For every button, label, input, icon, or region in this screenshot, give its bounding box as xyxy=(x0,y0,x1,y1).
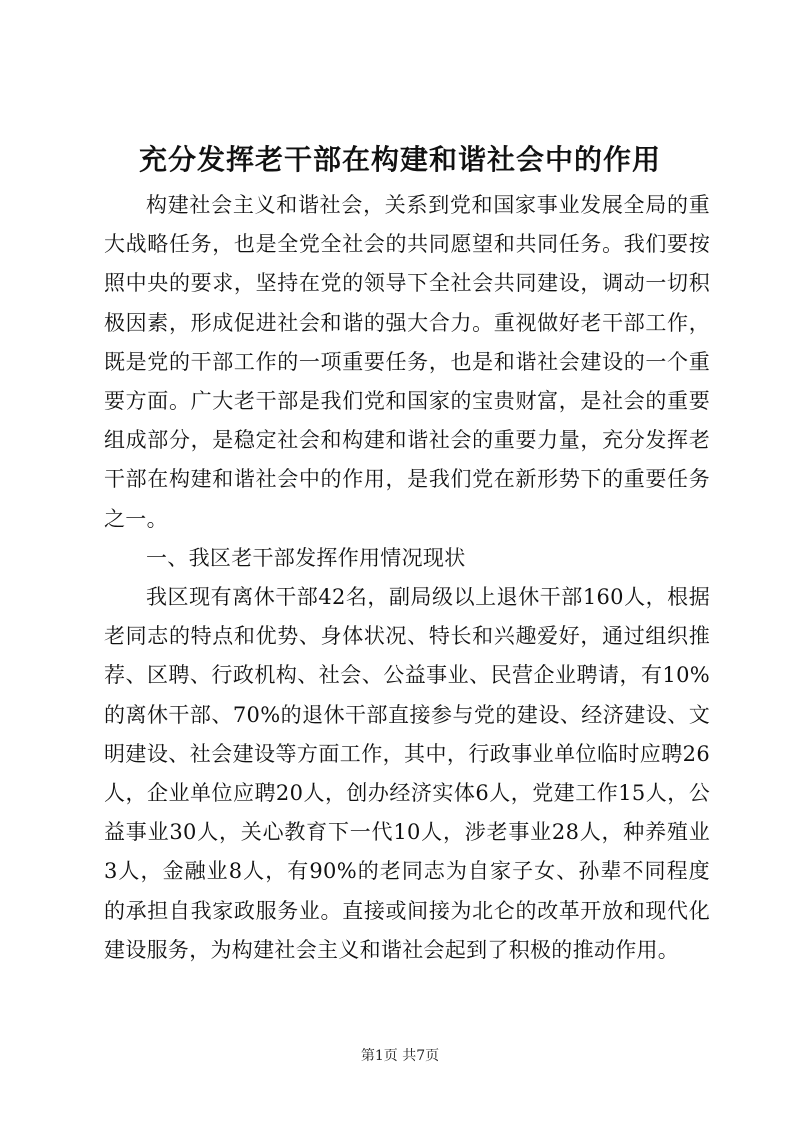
document-body xyxy=(104,186,710,970)
intro-paragraph: 构建社会主义和谐社会，关系到党和国家事业发展全局的重大战略任务，也是全党全社会的共同愿望和共同任务。我们要按照中央的要求，坚持在党的领导下全社会共同建设，调动一切积极因素，形成促进社会和谐的强大合力。重视做好老干部工作，既是党的干部工作的一项重要任务，也是和谐社会建设的一个重要方面。广大老干部是我们党和国家的宝贵财富，是社会的重要组成部分，是稳定社会和构建和谐社会的重要力量，充分发挥老干部在构建和谐社会中的作用，是我们党在新形势下的重要任务之一。 xyxy=(104,193,710,531)
page-footer xyxy=(0,1046,800,1066)
page-indicator: 第1页 共7页 xyxy=(360,1048,440,1064)
status-paragraph: 我区现有离休干部42名，副局级以上退休干部160人，根据老同志的特点和优势、身体状况、特长和兴趣爱好，通过组织推荐、区聘、行政机构、社会、公益事业、民营企业聘请，有10%的离休干部、70%的退休干部直接参与党的建设、经济建设、文明建设、社会建设等方面工作，其中，行政事业单位临时应聘26人，企业单位应聘20人，创办经济实体6人，党建工作15人，公益事业30人，关心教育下一代10人，涉老事业28人，种养殖业3人，金融业8人，有90%的老同志为自家子女、孙辈不同程度的承担自我家政服务业。直接或间接为北仑的改革开放和现代化建设服务，为构建社会主义和谐社会起到了积极的推动作用。 xyxy=(104,585,710,962)
section-heading: 一、我区老干部发挥作用情况现状 xyxy=(146,545,466,570)
document-title: 充分发挥老干部在构建和谐社会中的作用 xyxy=(138,143,661,176)
